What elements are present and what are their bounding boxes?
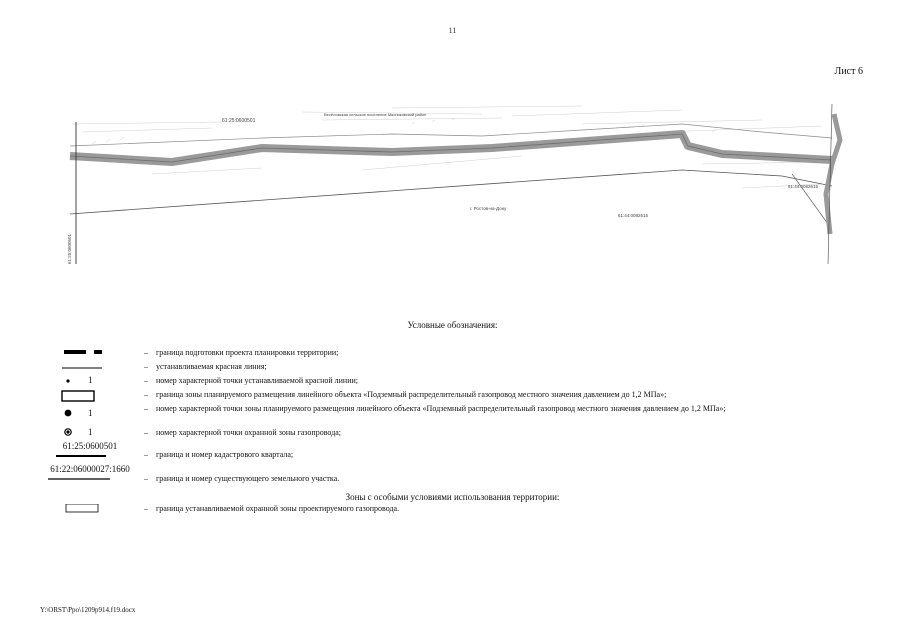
point-number: 1 [88, 427, 93, 437]
legend-dash: – [144, 376, 148, 385]
cadastral-quarter-line-icon [56, 454, 116, 460]
red-line-upper [70, 124, 832, 146]
point-number: 1 [88, 375, 93, 385]
legend-text: граница и номер кадастрового квартала; [156, 450, 294, 459]
legend-dash: – [144, 390, 148, 399]
legend-text: устанавливаемая красная линия; [156, 362, 267, 371]
zones-title: Зоны с особыми условиями использования территории: [345, 492, 560, 502]
legend-dash: – [144, 474, 148, 483]
label-left-vertical: 61:25:0600501 [67, 233, 72, 264]
label-district: Весёловская сельское поселение Мясниковский район [324, 112, 427, 117]
legend-dash: – [144, 362, 148, 371]
label-quarter-top: 61:25:0600501 [222, 118, 256, 124]
label-quarter-right: 61:44:0082615 [788, 184, 819, 189]
label-city: г. Ростов-на-Дону [470, 206, 507, 211]
thick-dashed-line-icon [40, 348, 140, 362]
legend-text: граница подготовки проекта планировки территории; [156, 348, 339, 357]
legend-title: Условные обозначения: [407, 320, 498, 330]
rectangle-thin-icon [40, 504, 140, 518]
legend-text: номер характерной точки устанавливаемой красной линии; [156, 376, 358, 385]
legend-dash: – [144, 348, 148, 357]
red-line-lower [70, 170, 832, 214]
legend-dash: – [144, 404, 148, 413]
point-number: 1 [88, 408, 93, 418]
legend-dash: – [144, 428, 148, 437]
legend-text: номер характерной точки зоны планируемого размещения линейного объекта «Подземный распределительный газопровод местного значения давлением до 1,2 МПа»; [156, 404, 726, 413]
legend-dash: – [144, 504, 148, 513]
page-number: 11 [448, 26, 457, 35]
cadastral-quarter-number: 61:25:0600501 [62, 441, 118, 451]
footer-file-path: Y:\ORST\Ppo\1209p914.f19.docx [40, 606, 136, 614]
label-quarter-bottom: 61:44:0082615 [618, 213, 649, 218]
legend-text: граница зоны планируемого размещения линейного объекта «Подземный распределительный газопровод местного значения давлением до 1,2 МПа»; [156, 390, 667, 399]
legend-dash: – [144, 450, 148, 459]
legend-text: граница устанавливаемой охранной зоны проектируемого газопровода. [156, 504, 400, 513]
thin-line-icon [40, 362, 140, 376]
legend-text: граница и номер существующего земельного участка. [156, 474, 340, 483]
planning-map [62, 104, 852, 266]
rectangle-thick-icon [40, 390, 140, 404]
pipeline-zone [70, 134, 832, 162]
legend-text: номер характерной точки охранной зоны газопровода; [156, 428, 342, 437]
land-plot-number: 61:22:06000027:1660 [50, 464, 130, 474]
land-plot-line-icon [48, 477, 118, 483]
sheet-label: Лист 6 [834, 66, 863, 77]
right-corridor [826, 114, 840, 234]
